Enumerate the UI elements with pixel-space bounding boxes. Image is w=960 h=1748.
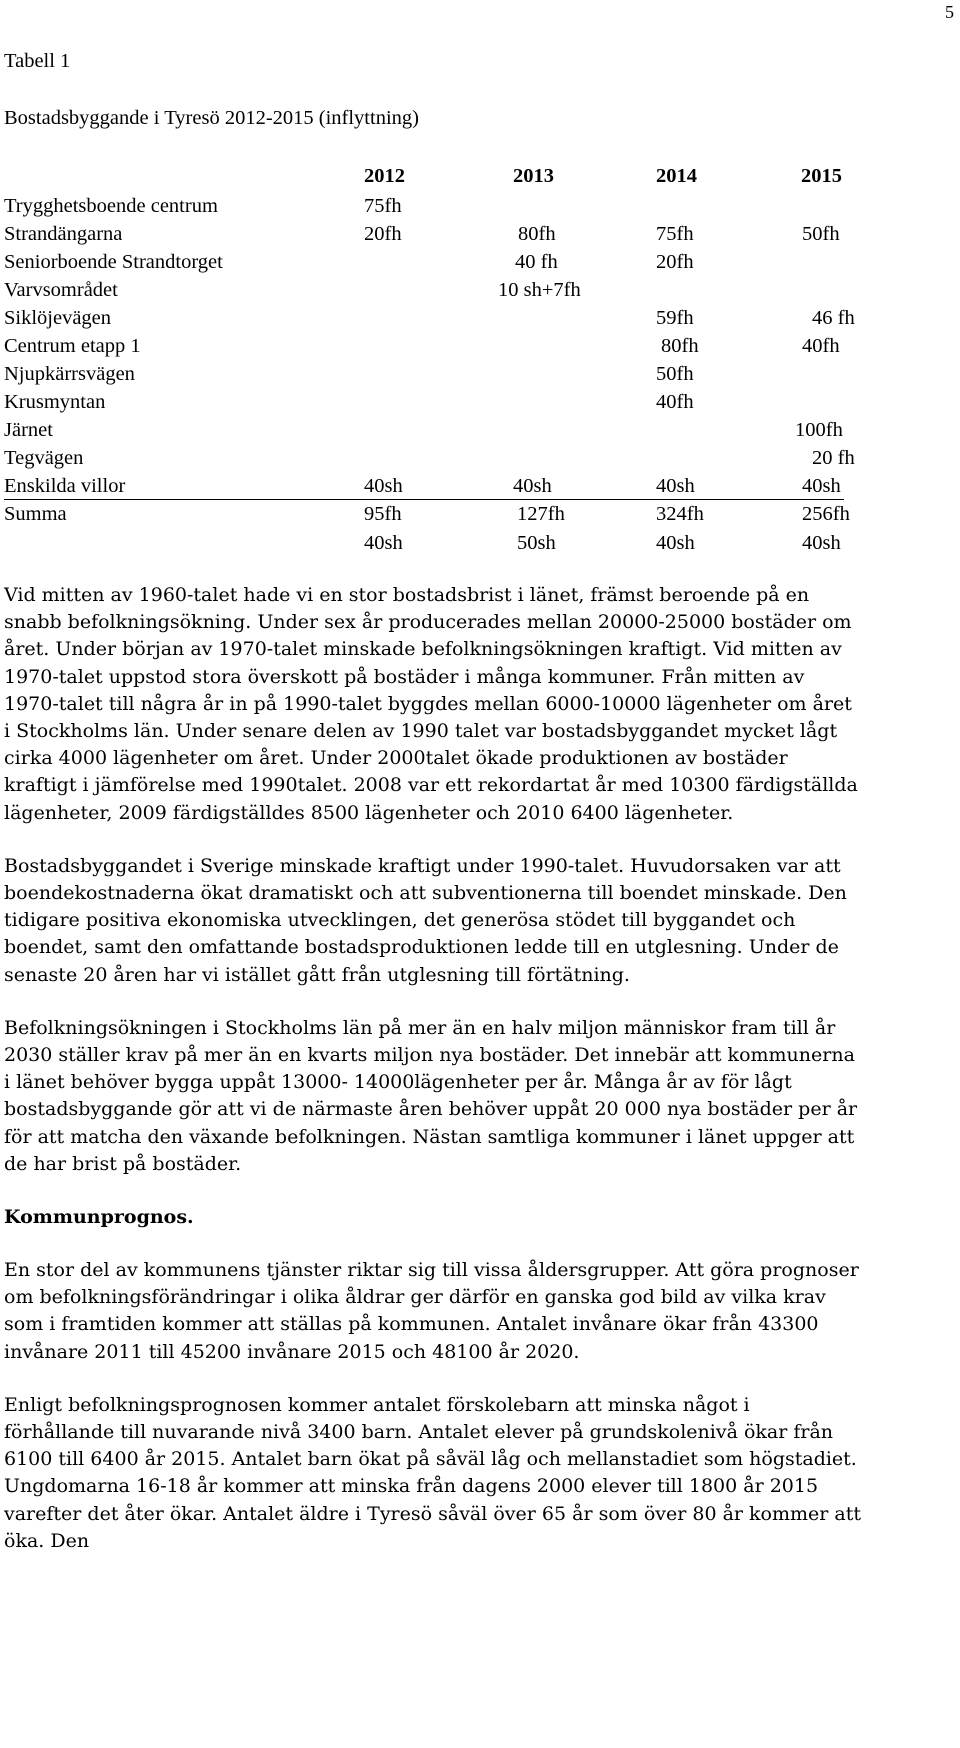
table-cell: 40sh [802,475,841,497]
section-heading: Kommunprognos. [4,1206,194,1229]
table-cell: 100fh [795,419,843,441]
row-label: Seniorboende Strandtorget [4,251,223,273]
row-label: Trygghetsboende centrum [4,195,218,217]
paragraph: Bostadsbyggandet i Sverige minskade kraftigt under 1990-talet. Huvudorsaken var att boendekostnaderna ökat dramatiskt och att subventionerna till boendet minskade. Den tidigare positiva ekonomiska utvecklingen, det generösa stödet till byggandet och boendet, samt den omfattande bostadsproduktionen ledde till en utglesning. Under de senaste 20 åren har vi istället gått från utglesning till förtätning. [4,854,847,986]
table-cell: 50fh [802,223,840,245]
table-cell: 50fh [656,363,694,385]
table-row [4,472,844,500]
table-cell: 40sh [364,475,403,497]
table-cell: 20fh [656,251,694,273]
housing-table [4,162,855,558]
table-title: Bostadsbyggande i Tyresö 2012-2015 (inflyttning) [4,107,419,129]
row-label: Njupkärrsvägen [4,363,135,385]
table-cell: 46 fh [812,307,855,329]
table-caption: Tabell 1 [4,50,71,72]
table-row [4,248,844,276]
table-cell: 40fh [656,391,694,413]
row-label: Strandängarna [4,223,123,245]
row-label: Summa [4,503,67,525]
table-cell: 95fh [364,503,402,525]
row-label: Centrum etapp 1 [4,335,141,357]
row-label: Varvsområdet [4,279,118,301]
row-label: Siklöjevägen [4,307,112,329]
paragraph: En stor del av kommunens tjänster riktar sig till vissa åldersgrupper. Att göra prognoser om befolkningsförändringar i olika åldrar ger därför en ganska god bild av vilka krav som i framtiden kommer att ställas på kommunen. Antalet invånare ökar från 43300 invånare 2011 till 45200 invånare 2015 och 48100 år 2020. [4,1259,859,1363]
table-cell: 80fh [518,223,556,245]
table-cell: 40sh [656,532,695,554]
table-body [4,192,855,558]
row-label: Järnet [4,419,53,441]
year-header: 2014 [656,165,697,187]
table-row [4,388,844,416]
table-row [4,304,855,332]
table-cell: 50sh [517,532,556,554]
table-row [4,192,844,220]
year-header: 2012 [364,165,405,187]
table-header-row [4,162,844,192]
table-row [4,332,844,360]
table-row [4,220,844,248]
page-number: 5 [945,2,954,22]
row-label: Enskilda villor [4,475,126,497]
table-cell: 256fh [802,503,850,525]
table-cell: 80fh [661,335,699,357]
table-cell: 20 fh [812,447,855,469]
table-cell: 75fh [656,223,694,245]
table-cell: 20fh [364,223,402,245]
paragraph: Befolkningsökningen i Stockholms län på mer än en halv miljon människor fram till år 2030 ställer krav på mer än en kvarts miljon nya bostäder. Det innebär att kommunerna i länet behöver bygga uppåt 13000- 14000lägenheter per år. Många år av för lågt bostadsbyggande gör att vi de närmaste åren behöver uppåt 20 000 nya bostäder per år för att matcha den växande befolkningen. Nästan samtliga kommuner i länet uppger att de har brist på bostäder. [4,1016,858,1175]
table-cell: 40 fh [515,251,558,273]
table-cell: 324fh [656,503,704,525]
paragraph: Vid mitten av 1960-talet hade vi en stor bostadsbrist i länet, främst beroende på en snabb befolkningsökning. Under sex år producerades mellan 20000-25000 bostäder om året. Under början av 1970-talet minskade befolkningsökningen kraftigt. Vid mitten av 1970-talet uppstod stora överskott på bostäder i många kommuner. Från mitten av 1970-talet till några år in på 1990-talet byggdes mellan 6000-10000 lägenheter om året i Stockholms län. Under senare delen av 1990 talet var bostadsbyggandet mycket lågt cirka 4000 lägenheter om året. Under 2000talet ökade produktionen av bostäder kraftigt i jämförelse med 1990talet. 2008 var ett rekordartat år med 10300 färdigställda lägenheter, 2009 färdigställdes 8500 lägenheter och 2010 6400 lägenheter. [4,584,858,824]
table-row [4,529,844,558]
table-cell: 10 sh+7fh [498,279,581,301]
table-cell: 40sh [656,475,695,497]
table-cell: 40sh [802,532,841,554]
table-cell: 40sh [513,475,552,497]
table-row [4,416,844,444]
year-header: 2013 [513,165,554,187]
table-row [4,360,844,388]
table-row [4,444,855,472]
table-cell: 127fh [517,503,565,525]
paragraph: Enligt befolkningsprognosen kommer antalet förskolebarn att minska något i förhållande till nuvarande nivå 3400 barn. Antalet elever på grundskolenivå ökar från 6100 till 6400 år 2015. Antalet barn ökat på såväl låg och mellanstadiet som högstadiet. Ungdomarna 16-18 år kommer att minska från dagens 2000 elever till 1800 år 2015 varefter det åter ökar. Antalet äldre i Tyresö såväl över 65 år som över 80 år kommer att öka. Den [4,1393,861,1552]
row-label: Krusmyntan [4,391,106,413]
table-cell: 40sh [364,532,403,554]
table-row [4,500,850,529]
table-cell: 40fh [802,335,840,357]
table-row [4,276,844,304]
body-text [4,582,862,1581]
table-cell: 59fh [656,307,694,329]
row-label: Tegvägen [4,447,84,469]
table-cell: 75fh [364,195,402,217]
year-header: 2015 [801,165,842,187]
